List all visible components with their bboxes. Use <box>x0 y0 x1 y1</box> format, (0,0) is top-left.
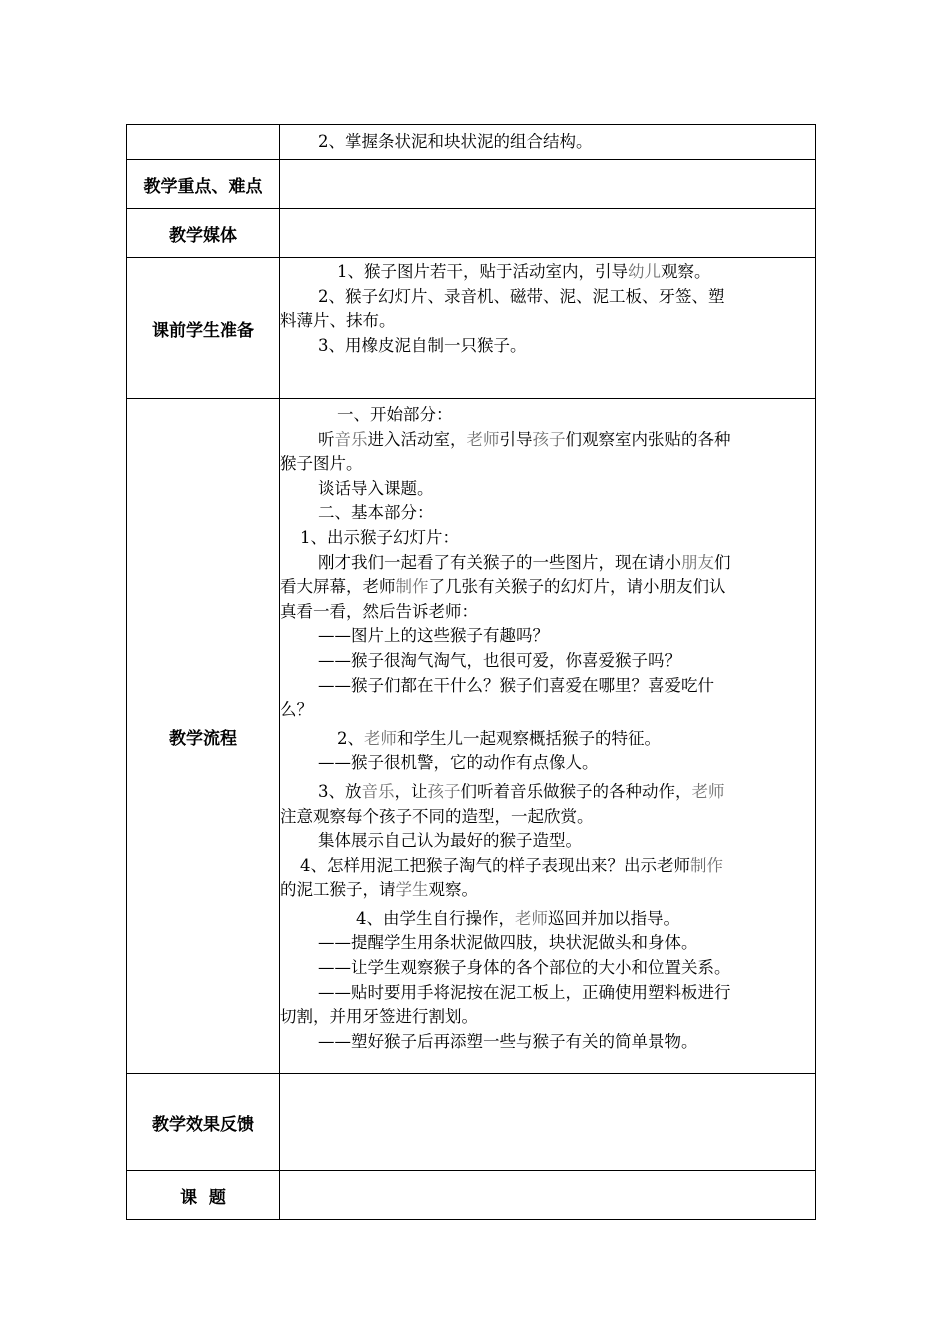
preparation-cell <box>280 258 816 399</box>
text-line <box>280 854 815 879</box>
text-line <box>280 878 815 903</box>
text-run: 和学生儿一起观察概括猴子的特征。 <box>397 728 661 748</box>
text-line <box>280 907 815 932</box>
text-line: ——图片上的这些猴子有趣吗？ <box>318 626 549 646</box>
text-line: ——猴子很淘气淘气，也很可爱，你喜爱猴子吗？ <box>318 650 681 670</box>
text-run: 观察。 <box>428 880 478 900</box>
text-run: 4、由学生自行操作， <box>356 908 515 928</box>
table-row <box>127 399 816 1074</box>
text-link: 音乐 <box>334 429 368 449</box>
table-row <box>127 1171 816 1220</box>
table-row <box>127 258 816 399</box>
objective-line: 2、掌握条状泥和块状泥的组合结构。 <box>318 131 593 151</box>
text-run: 的泥工猴子，请 <box>280 880 396 900</box>
text-run: 刚才我们一起看了有关猴子的一些图片，现在请小 <box>318 552 681 572</box>
table-row <box>127 125 816 160</box>
text-run: 引导 <box>499 429 533 449</box>
text-line <box>280 428 815 453</box>
table-row <box>127 1074 816 1171</box>
text-run: 们听着音乐做猴子的各种动作， <box>460 781 692 801</box>
text-line: 么？ <box>280 700 313 720</box>
text-run: 们 <box>714 552 731 572</box>
text-line: 谈话导入课题。 <box>318 478 434 498</box>
text-line: ——提醒学生用条状泥做四肢，块状泥做头和身体。 <box>318 933 698 953</box>
row-label-feedback: 教学效果反馈 <box>127 1074 280 1171</box>
text-link: 老师 <box>466 429 500 449</box>
process-cell <box>280 399 816 1074</box>
text-line: ——贴时要用手将泥按在泥工板上，正确使用塑料板进行 <box>318 982 731 1002</box>
text-line <box>280 727 815 752</box>
text-line: ——猴子们都在干什么？猴子们喜爱在哪里？喜爱吃什 <box>318 675 714 695</box>
text-link: 老师 <box>691 781 725 801</box>
text-run: 1、猴子图片若干，贴于活动室内，引导 <box>337 262 628 281</box>
text-line: 集体展示自己认为最好的猴子造型。 <box>318 831 582 851</box>
text-line: 1、出示猴子幻灯片： <box>300 527 459 547</box>
text-run: 3、放 <box>318 781 362 801</box>
key-points-cell <box>280 160 816 209</box>
row-label-key-points: 教学重点、难点 <box>127 160 280 209</box>
text-link: 老师 <box>515 908 548 928</box>
text-line: ——猴子很机警，它的动作有点像人。 <box>318 753 599 773</box>
table-row <box>127 209 816 258</box>
text-line: ——塑好猴子后再添塑一些与猴子有关的简单景物。 <box>318 1031 698 1051</box>
text-run: 巡回并加以指导。 <box>548 908 680 928</box>
text-line: 料薄片、抹布。 <box>280 311 396 331</box>
row-label-process: 教学流程 <box>127 399 280 1074</box>
text-link: 朋友 <box>681 552 714 572</box>
text-line: 真看一看，然后告诉老师： <box>280 601 478 621</box>
text-link: 孩子 <box>427 781 461 801</box>
text-run: 了几张有关猴子的幻灯片，请小朋友们认 <box>428 577 726 597</box>
text-line <box>280 260 815 285</box>
text-link: 孩子 <box>532 429 566 449</box>
text-line: 二、基本部分： <box>318 503 434 523</box>
row-label <box>127 125 280 160</box>
lesson-plan-table <box>126 124 816 1220</box>
row-label-topic: 课 题 <box>127 1171 280 1220</box>
text-run: ，让 <box>394 781 428 801</box>
text-line <box>280 780 815 805</box>
text-line <box>280 551 815 576</box>
text-line <box>280 575 815 600</box>
text-line: 2、猴子幻灯片、录音机、磁带、泥、泥工板、牙签、塑 <box>318 286 725 306</box>
row-label-preparation: 课前学生准备 <box>127 258 280 399</box>
text-line: 注意观察每个孩子不同的造型，一起欣赏。 <box>280 806 594 826</box>
text-run: 看大屏幕，老师 <box>280 577 396 597</box>
table-row <box>127 160 816 209</box>
text-run: 观察。 <box>661 262 711 281</box>
media-cell <box>280 209 816 258</box>
objective-cell <box>280 125 816 160</box>
text-line: 猴子图片。 <box>280 454 363 474</box>
text-line: 3、用橡皮泥自制一只猴子。 <box>318 335 527 355</box>
text-run: 进入活动室， <box>367 429 467 449</box>
text-line: 切割，并用牙签进行割划。 <box>280 1007 478 1027</box>
text-run: 们观察室内张贴的各种 <box>565 429 731 449</box>
text-line: ——让学生观察猴子身体的各个部位的大小和位置关系。 <box>318 958 731 978</box>
feedback-cell <box>280 1074 816 1171</box>
row-label-media: 教学媒体 <box>127 209 280 258</box>
text-link: 制作 <box>690 855 723 875</box>
text-run: 2、 <box>337 728 364 748</box>
text-link: 幼儿 <box>628 262 661 281</box>
text-link: 制作 <box>395 577 429 597</box>
text-run: 听 <box>318 429 335 449</box>
topic-cell <box>280 1171 816 1220</box>
text-link: 老师 <box>364 728 397 748</box>
text-link: 音乐 <box>361 781 395 801</box>
text-link: 学生 <box>395 880 429 900</box>
text-line: 一、开始部分： <box>337 405 453 424</box>
text-run: 4、怎样用泥工把猴子淘气的样子表现出来？出示老师 <box>300 855 690 875</box>
